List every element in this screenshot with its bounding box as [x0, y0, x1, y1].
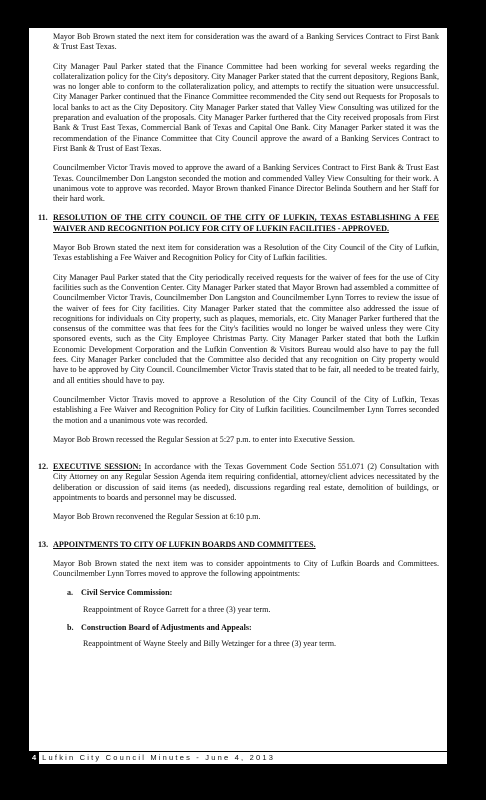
item-heading: EXECUTIVE SESSION:: [53, 462, 142, 472]
item-number: 11.: [38, 213, 48, 223]
paragraph: Councilmember Victor Travis moved to approve a Resolution of the City Council of the City of Lufkin, Texas establishing a Fee Waiver and Recognition Policy for City of Lufkin facilities. Councilmember Lynn Torres seconded the motion and a unanimous vote was recorded.: [53, 394, 439, 425]
item-number: 13.: [38, 539, 49, 549]
subitem-title: Civil Service Commission:: [81, 588, 173, 598]
item-heading: RESOLUTION OF THE CITY COUNCIL OF THE CITY OF LUFKIN, TEXAS ESTABLISHING A FEE WAIVER AND RECOGNITION POLICY FOR CITY OF LUFKIN FACILITIES - APPROVED.: [53, 213, 439, 233]
subitem-text: Reappointment of Wayne Steely and Billy Wetzinger for a three (3) year term.: [83, 639, 337, 649]
paragraph: Mayor Bob Brown stated the next item for consideration was a Resolution of the City Council of the City of Lufkin, Texas establishing a Fee Waiver and Recognition Policy for City of Lufkin facilities.: [53, 243, 439, 263]
item-number: 12.: [38, 462, 49, 472]
page-footer: [29, 751, 447, 764]
paragraph: Mayor Bob Brown recessed the Regular Session at 5:27 p.m. to enter into Executive Session.: [53, 434, 355, 444]
paragraph: Mayor Bob Brown stated the next item for consideration was the award of a Banking Services Contract to First Bank & Trust East Texas.: [53, 32, 439, 52]
subitem-title: Construction Board of Adjustments and Appeals:: [81, 623, 252, 633]
paragraph: Councilmember Victor Travis moved to approve the award of a Banking Services Contract to First Bank & Trust East Texas. Councilmember Don Langston seconded the motion and commended Valley View Consulting for their work. A unanimous vote to approve was recorded. Mayor Brown thanked Finance Director Belinda Southern and her Staff for their hard work.: [53, 163, 439, 204]
paragraph: Mayor Bob Brown reconvened the Regular Session at 6:10 p.m.: [53, 512, 261, 522]
minutes-content: [29, 28, 447, 658]
agenda-item-13: [38, 540, 439, 658]
subitem-letter: a.: [67, 588, 74, 598]
page-number: 4: [29, 752, 39, 764]
agenda-item-11: [38, 213, 439, 454]
footer-title: Lufkin City Council Minutes - June 4, 2013: [42, 752, 276, 762]
item-text: In accordance with the Texas Government Code Section 551.071 (2) Consultation with City Attorney on any Regular Session Agenda item requiring confidential, attorney/client advices necessitated by the deliberation or discussion of said items (as needed), discussions regarding real estate, demolition of buildings, or appointments to boards and personnel may be discussed.: [53, 462, 439, 502]
subitem-heading: [67, 588, 439, 598]
paragraph: City Manager Paul Parker stated that the Finance Committee had been working for several weeks regarding the collateralization policy for the City's depository. City Manager Parker stated that the current depository, Regions Bank, was no longer able to conform to the collateralization policy, and attempts to rectify the situation were unsuccessful. City Manager Parker continued that the Finance Committee recommended the City send out Requests for Proposals to local banks to act as the City Depository. City Manager Parker stated that Valley View Consulting was utilized for the preparation and evaluation of the proposals. City Manager Parker furthered that the City received proposals from First Bank & Trust East Texas, Commercial Bank of Texas and Capital One Bank. City Manager Parker stated it was the recommendation of the Finance Committee that City Council approve the award of a Banking Services Contract to First Bank & Trust of East Texas.: [53, 61, 439, 153]
subitem-letter: b.: [67, 623, 74, 633]
paragraph: [53, 462, 439, 503]
subitem-heading: [67, 623, 439, 633]
paragraph: Mayor Bob Brown stated the next item was to consider appointments to City of Lufkin Boards and Committees. Councilmember Lynn Torres moved to approve the following appointments:: [53, 558, 439, 579]
subitem-text: Reappointment of Royce Garrett for a three (3) year term.: [83, 604, 271, 614]
document-page: [29, 28, 447, 764]
paragraph: City Manager Paul Parker stated that the City periodically received requests for the waiver of fees for the use of City facilities such as the Convention Center. City Manager Parker stated that Mayor Brown had assembled a committee of Councilmember Victor Travis, Councilmember Don Langston and Councilmember Lynn Torres to review the issue of the waiver of fees for City facilities. City Manager Parker stated that the committee also addressed the issue of recognitions for individuals on City property, such as plaques, memorials, etc. City Manager Parker furthered that the consensus of the committee was that fees for the City's facilities would no longer be waived unless they were City sponsored events, such as the City Employee Christmas Party. City Manager Parker stated that both the Lufkin Economic Development Corporation and the Lufkin Convention & Visitors Bureau would also have to pay the full fees. City Manager Parker concluded that the Committee also decided that any recognition on City property would have to be approved by City Council. Councilmember Victor Travis stated that to be fair, all needed to be treated fairly, and all entities should have to pay.: [53, 272, 439, 385]
agenda-item-12: [38, 462, 439, 531]
item-heading: APPOINTMENTS TO CITY OF LUFKIN BOARDS AND COMMITTEES.: [53, 539, 316, 549]
